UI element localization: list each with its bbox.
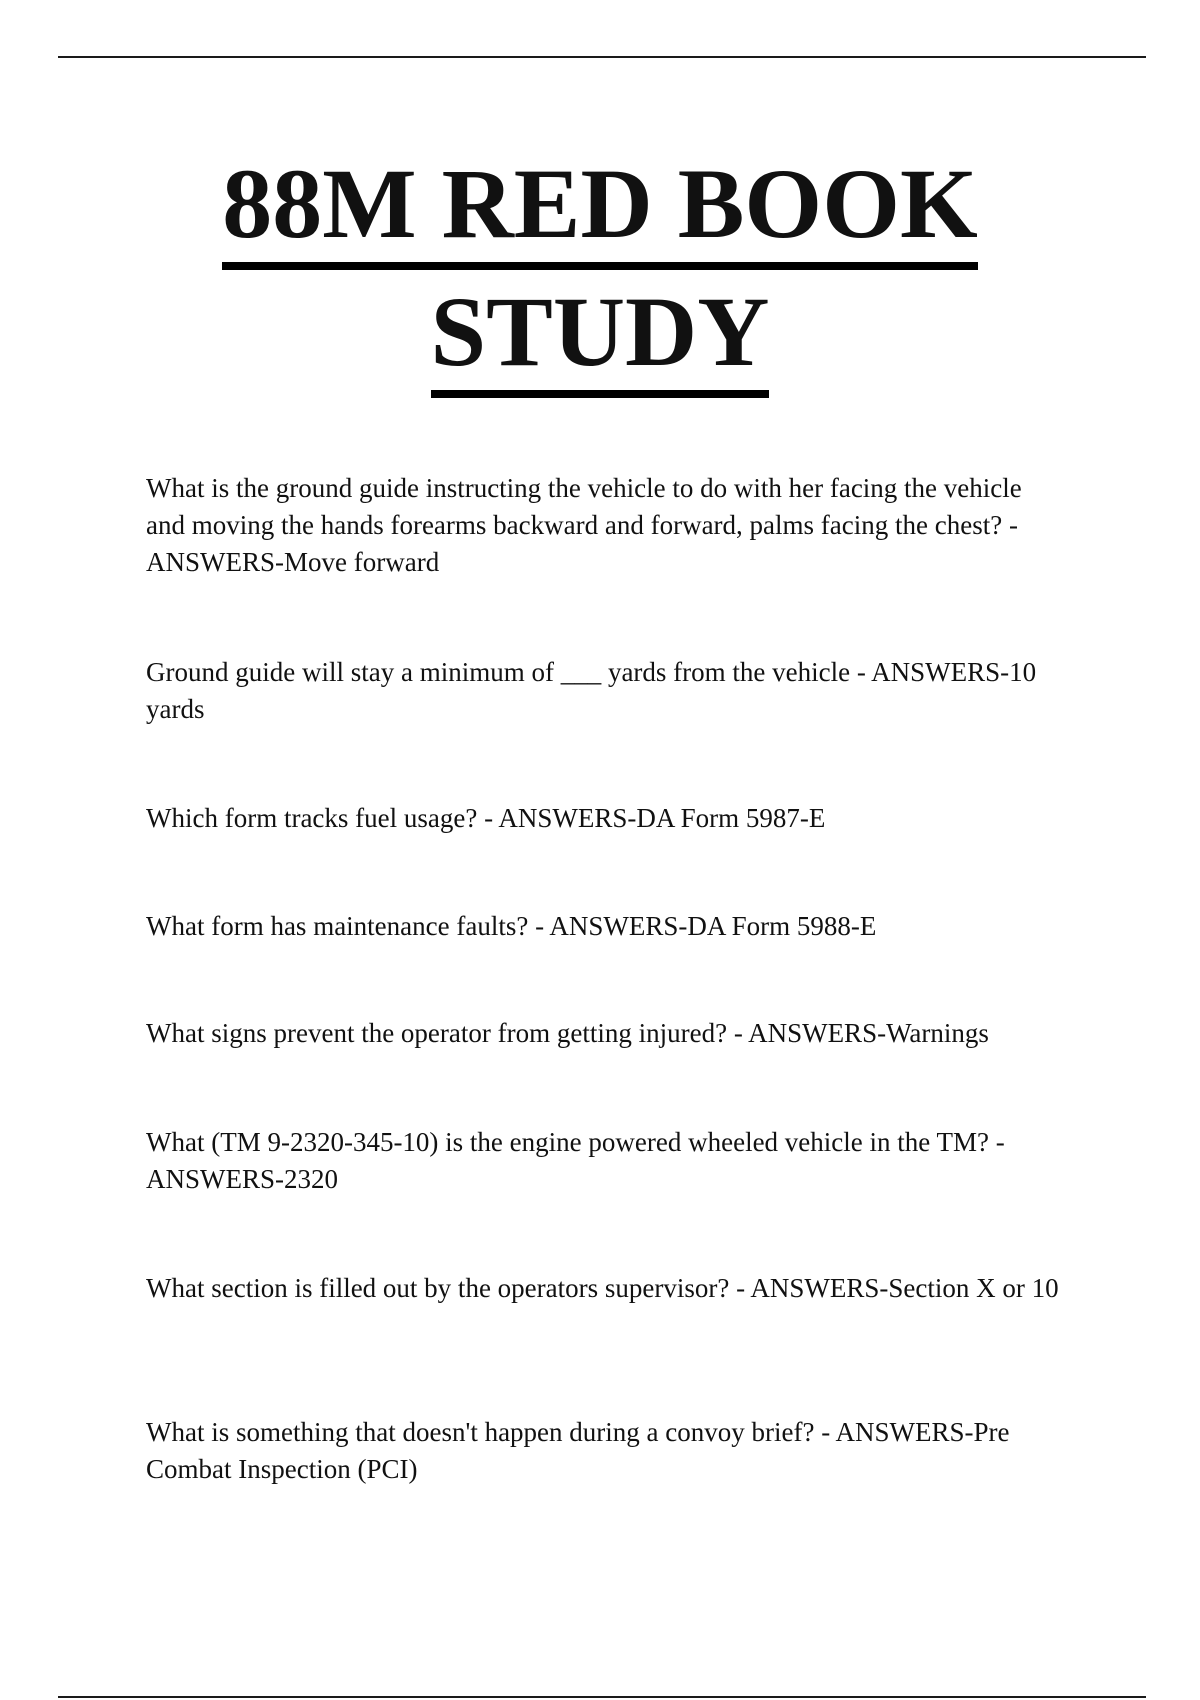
- title-line-2: STUDY: [431, 276, 770, 398]
- qa-item: What is something that doesn't happen during a convoy brief? - ANSWERS-Pre Combat Inspection (PCI): [146, 1417, 1010, 1484]
- qa-item: What form has maintenance faults? - ANSWERS-DA Form 5988-E: [146, 911, 877, 941]
- qa-item: What (TM 9-2320-345-10) is the engine powered wheeled vehicle in the TM? - ANSWERS-2320: [146, 1127, 1005, 1194]
- document-title: [0, 140, 1200, 396]
- title-line-1: 88M RED BOOK: [222, 148, 978, 270]
- qa-item: What section is filled out by the operators supervisor? - ANSWERS-Section X or 10: [146, 1273, 1059, 1303]
- qa-item: What is the ground guide instructing the vehicle to do with her facing the vehicle and moving the hands forearms backward and forward, palms facing the chest? - ANSWERS-Move forward: [146, 473, 1022, 577]
- top-rule: [58, 56, 1146, 58]
- bottom-rule: [58, 1696, 1146, 1698]
- qa-item: Ground guide will stay a minimum of ___ yards from the vehicle - ANSWERS-10 yards: [146, 657, 1037, 724]
- qa-item: Which form tracks fuel usage? - ANSWERS-DA Form 5987-E: [146, 803, 826, 833]
- qa-item: What signs prevent the operator from getting injured? - ANSWERS-Warnings: [146, 1018, 989, 1048]
